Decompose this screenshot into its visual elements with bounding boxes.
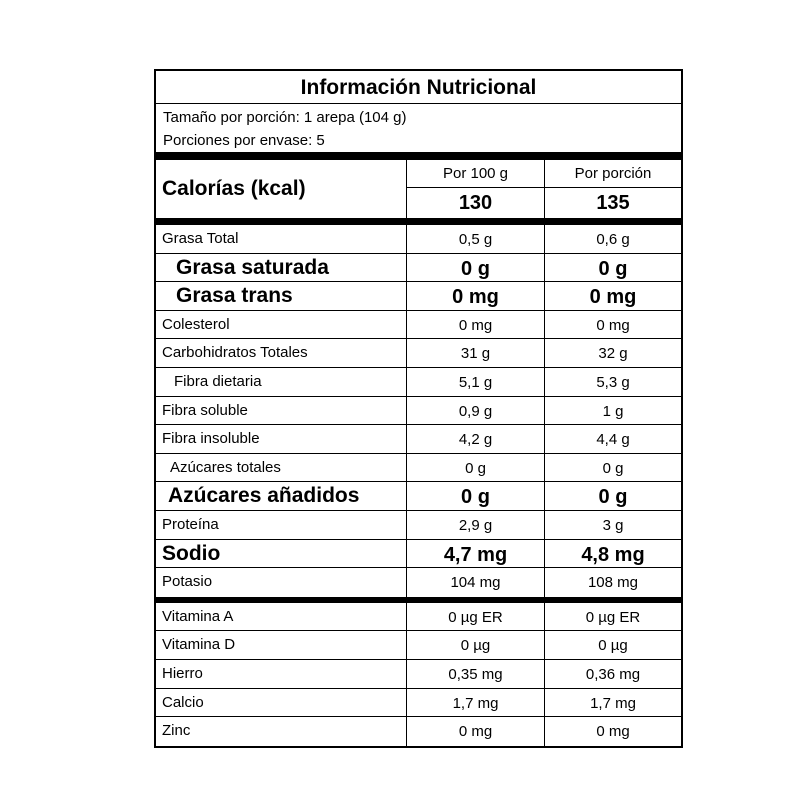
nutrient-per-100g: 0 mg xyxy=(452,286,499,309)
serving-size: Tamaño por porción: 1 arepa (104 g) xyxy=(163,109,407,126)
vitamin-name: Vitamina D xyxy=(156,631,407,659)
vitamin-per-serving: 1,7 mg xyxy=(544,689,681,717)
nutrient-row xyxy=(156,311,681,340)
nutrition-facts-panel xyxy=(154,69,683,748)
nutrient-per-serving: 0 mg xyxy=(544,282,681,310)
nutrient-name: Azúcares totales xyxy=(156,454,407,482)
nutrient-row xyxy=(156,397,681,426)
nutrient-name: Carbohidratos Totales xyxy=(156,339,407,367)
vitamin-per-100g: 0,35 mg xyxy=(448,665,503,683)
vitamin-row xyxy=(156,660,681,689)
vitamin-row xyxy=(156,689,681,718)
servings-per-container: Porciones por envase: 5 xyxy=(163,132,325,149)
column-header-per-100g: Por 100 g xyxy=(407,160,544,188)
vitamin-row xyxy=(156,631,681,660)
nutrient-row xyxy=(156,339,681,368)
nutrient-per-serving: 108 mg xyxy=(544,568,681,597)
nutrient-per-serving: 3 g xyxy=(544,511,681,539)
thick-divider xyxy=(156,152,681,160)
nutrient-row xyxy=(156,482,681,511)
nutrient-per-serving: 0 g xyxy=(544,482,681,510)
vitamin-per-100g: 0 µg ER xyxy=(448,608,503,626)
nutrient-per-100g: 5,1 g xyxy=(458,373,493,391)
nutrient-per-serving: 4,8 mg xyxy=(544,540,681,568)
nutrient-name: Sodio xyxy=(156,540,407,568)
serving-info xyxy=(156,104,681,152)
nutrient-row xyxy=(156,282,681,311)
nutrient-per-serving: 0 g xyxy=(544,254,681,282)
nutrient-per-serving: 1 g xyxy=(544,397,681,425)
nutrient-per-100g: 31 g xyxy=(460,345,491,363)
vitamin-name: Zinc xyxy=(156,717,407,746)
nutrient-row xyxy=(156,368,681,397)
nutrient-per-100g: 4,7 mg xyxy=(443,543,508,566)
vitamin-name: Hierro xyxy=(156,660,407,688)
vitamin-per-serving: 0,36 mg xyxy=(544,660,681,688)
nutrient-per-100g: 4,2 g xyxy=(458,431,493,449)
vitamin-name: Vitamina A xyxy=(156,603,407,631)
nutrient-name: Proteína xyxy=(156,511,407,539)
nutrient-per-100g: 0,9 g xyxy=(458,402,493,420)
vitamin-per-serving: 0 µg xyxy=(544,631,681,659)
nutrient-per-serving: 5,3 g xyxy=(544,368,681,396)
column-header-per-serving: Por porción xyxy=(545,160,681,188)
nutrient-per-100g: 0 mg xyxy=(458,316,493,334)
nutrient-name: Colesterol xyxy=(156,311,407,339)
calories-per-100g: 130 xyxy=(458,192,493,214)
vitamin-row xyxy=(156,603,681,632)
nutrient-row xyxy=(156,540,681,569)
nutrient-row xyxy=(156,225,681,254)
nutrient-per-100g: 0 g xyxy=(465,459,486,477)
calories-per-serving: 135 xyxy=(596,192,630,214)
vitamins-minerals-table xyxy=(156,603,681,746)
nutrient-row xyxy=(156,425,681,454)
vitamin-per-serving: 0 mg xyxy=(544,717,681,746)
vitamin-row xyxy=(156,717,681,746)
nutrient-per-serving: 4,4 g xyxy=(544,425,681,453)
nutrient-per-100g: 0 g xyxy=(461,486,490,509)
nutrient-per-100g: 0 g xyxy=(461,257,490,280)
nutrient-per-100g: 2,9 g xyxy=(458,516,493,534)
nutrient-per-serving: 0 mg xyxy=(544,311,681,339)
nutrient-per-100g: 0,5 g xyxy=(458,231,493,248)
nutrient-name: Grasa saturada xyxy=(156,254,407,282)
nutrient-row xyxy=(156,454,681,483)
nutrient-per-serving: 0 g xyxy=(544,454,681,482)
nutrients-table xyxy=(156,225,681,597)
nutrient-name: Grasa Total xyxy=(156,225,407,253)
vitamin-per-100g: 1,7 mg xyxy=(452,694,499,712)
calories-per-100g-column xyxy=(407,160,544,218)
nutrient-name: Potasio xyxy=(156,568,407,597)
nutrient-row xyxy=(156,568,681,597)
vitamin-name: Calcio xyxy=(156,689,407,717)
nutrient-row xyxy=(156,511,681,540)
calories-label: Calorías (kcal) xyxy=(156,160,407,218)
vitamin-per-100g: 0 mg xyxy=(458,723,493,741)
panel-title: Información Nutricional xyxy=(156,71,681,104)
vitamin-per-serving: 0 µg ER xyxy=(544,603,681,631)
nutrient-name: Fibra soluble xyxy=(156,397,407,425)
nutrient-per-serving: 32 g xyxy=(544,339,681,367)
nutrient-per-100g: 104 mg xyxy=(450,574,501,592)
nutrient-per-serving: 0,6 g xyxy=(544,225,681,253)
vitamin-per-100g: 0 µg xyxy=(460,637,491,655)
calories-row xyxy=(156,160,681,219)
nutrient-name: Fibra insoluble xyxy=(156,425,407,453)
calories-per-serving-column xyxy=(544,160,681,218)
nutrient-name: Azúcares añadidos xyxy=(156,482,407,510)
nutrient-name: Grasa trans xyxy=(156,282,407,310)
nutrient-name: Fibra dietaria xyxy=(156,368,407,396)
nutrient-row xyxy=(156,254,681,283)
